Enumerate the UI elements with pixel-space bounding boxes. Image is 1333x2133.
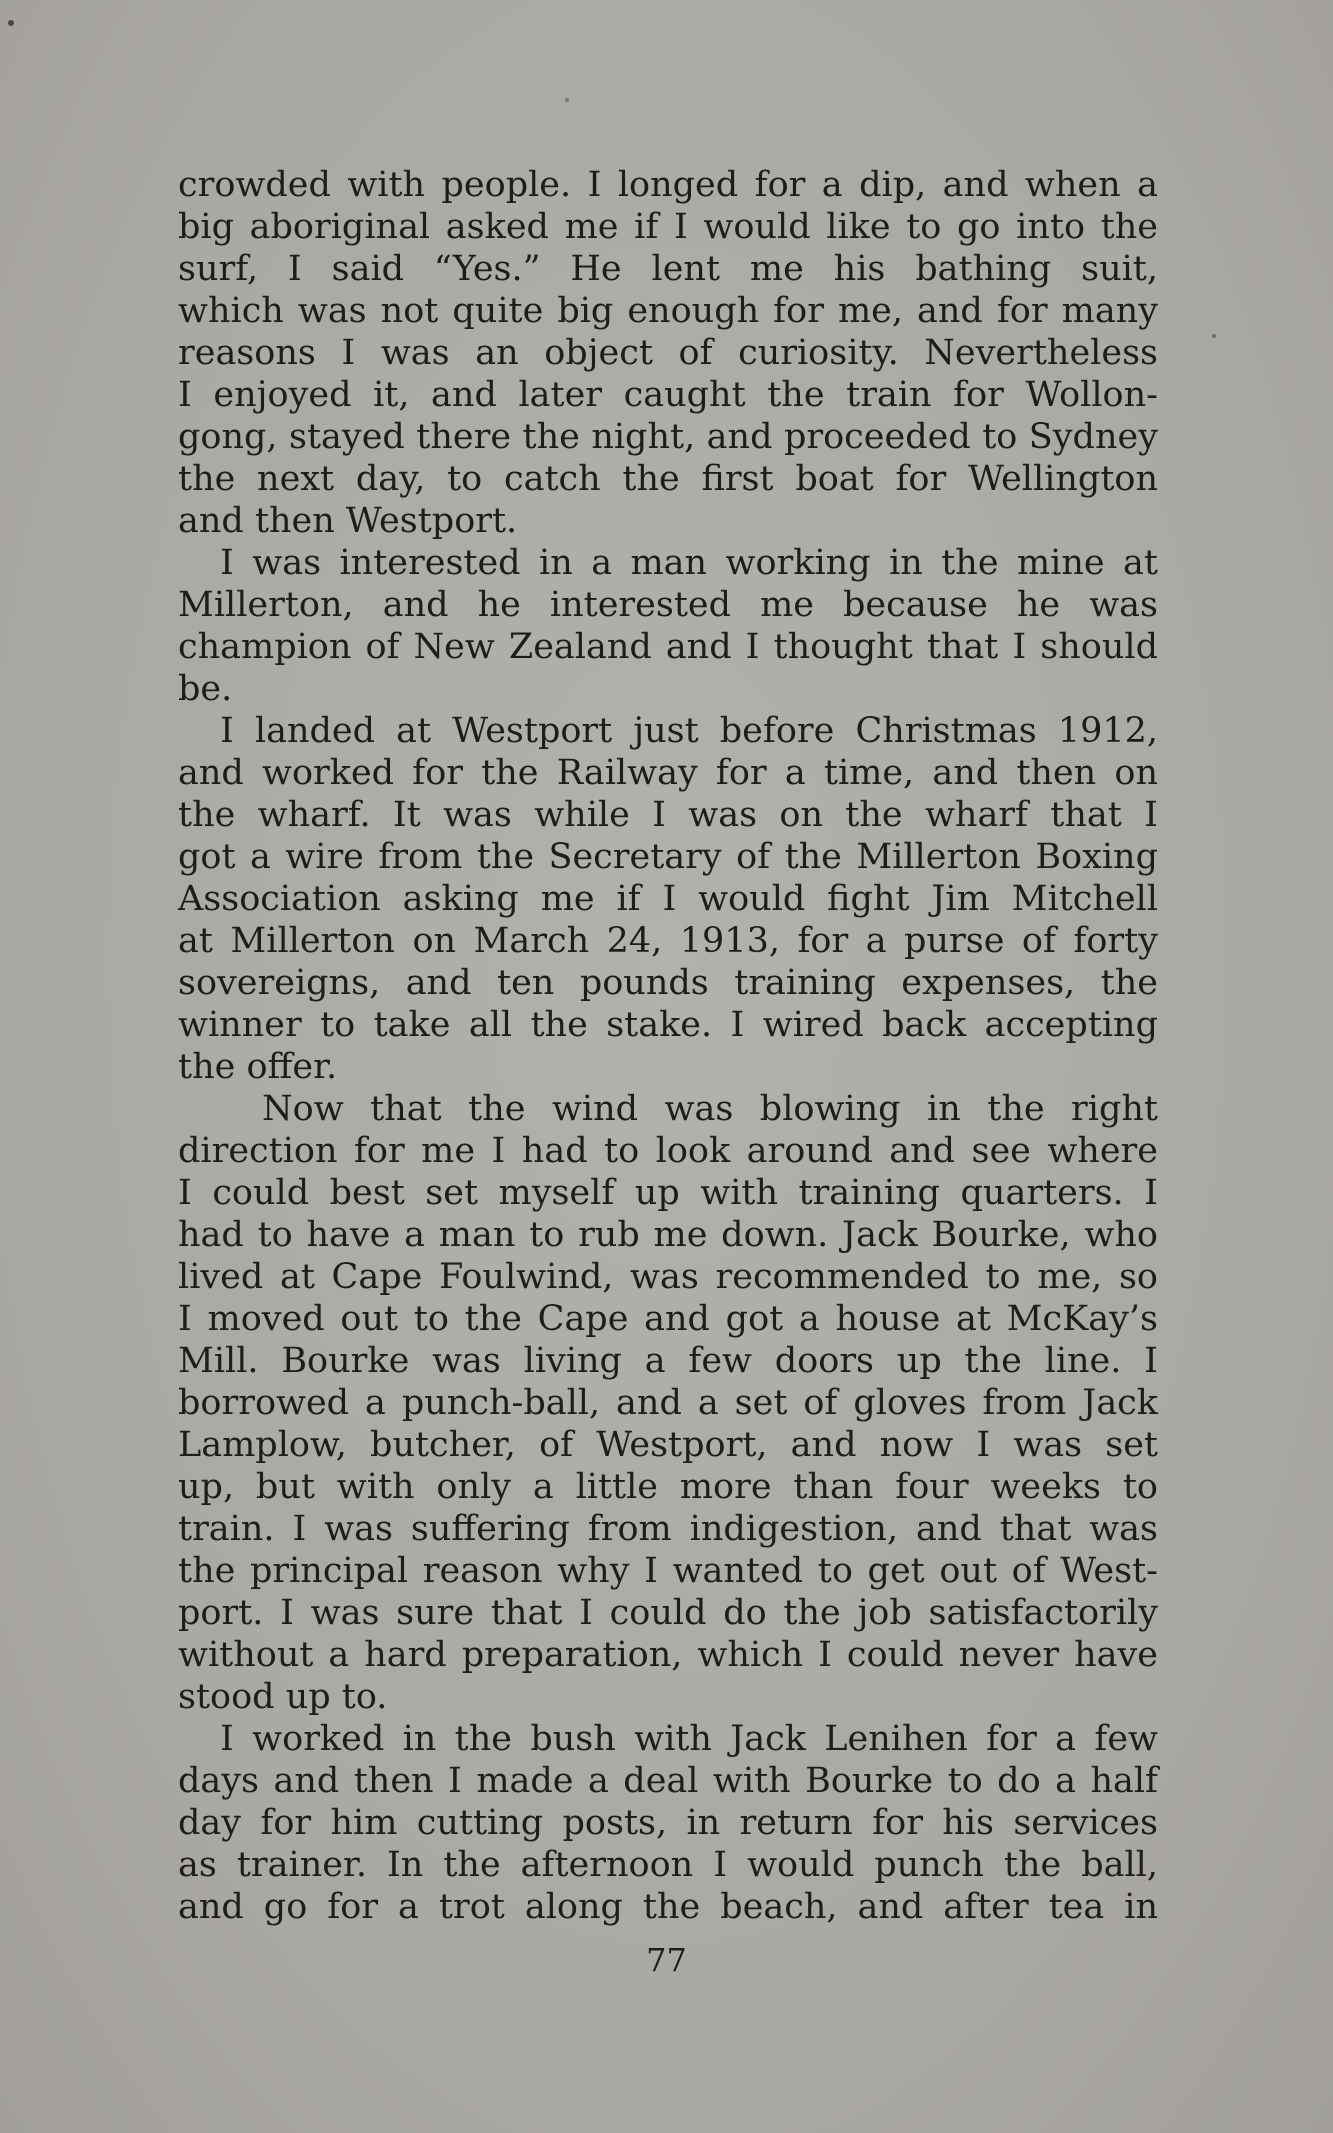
text-line: the principal reason why I wanted to get out of West-: [178, 1551, 1158, 1591]
text-line: be.: [178, 669, 233, 709]
text-line: and go for a trot along the beach, and after tea in: [178, 1887, 1158, 1927]
text-line: direction for me I had to look around and see where: [178, 1131, 1158, 1171]
text-line: as trainer. In the afternoon I would punch the ball,: [178, 1845, 1158, 1885]
text-line: reasons I was an object of curiosity. Nevertheless: [178, 333, 1158, 373]
text-line: got a wire from the Secretary of the Millerton Boxing: [178, 837, 1158, 877]
text-line: port. I was sure that I could do the job satisfactorily: [178, 1593, 1158, 1633]
text-line: Now that the wind was blowing in the right: [262, 1089, 1158, 1129]
text-line: big aboriginal asked me if I would like to go into the: [178, 207, 1158, 247]
page-number: 77: [646, 1941, 687, 1979]
text-line: I enjoyed it, and later caught the train for Wollon-: [178, 375, 1158, 415]
text-line: crowded with people. I longed for a dip, and when a: [178, 165, 1158, 205]
text-line: days and then I made a deal with Bourke to do a half: [178, 1761, 1158, 1801]
text-line: I was interested in a man working in the mine at: [220, 543, 1158, 583]
text-line: I worked in the bush with Jack Lenihen for a few: [220, 1719, 1158, 1759]
text-line: Mill. Bourke was living a few doors up the line. I: [178, 1341, 1158, 1381]
body-text: [178, 164, 1158, 1928]
paper-speck: [565, 98, 569, 102]
text-line: and worked for the Railway for a time, and then on: [178, 753, 1158, 793]
text-line: the offer.: [178, 1047, 338, 1087]
text-line: without a hard preparation, which I could never have: [178, 1635, 1158, 1675]
text-line: the next day, to catch the first boat for Wellington: [178, 459, 1158, 499]
text-line: up, but with only a little more than four weeks to: [178, 1467, 1158, 1507]
text-line: day for him cutting posts, in return for his services: [178, 1803, 1158, 1843]
text-line: Association asking me if I would fight Jim Mitchell: [178, 879, 1158, 919]
text-line: lived at Cape Foulwind, was recommended to me, so: [178, 1257, 1158, 1297]
text-line: at Millerton on March 24, 1913, for a purse of forty: [178, 921, 1158, 961]
text-line: had to have a man to rub me down. Jack Bourke, who: [178, 1215, 1158, 1255]
paper-speck: [1212, 334, 1216, 338]
paper-speck: [8, 20, 14, 26]
text-line: winner to take all the stake. I wired back accepting: [178, 1005, 1158, 1045]
text-line: which was not quite big enough for me, and for many: [178, 291, 1158, 331]
text-line: Millerton, and he interested me because he was: [178, 585, 1158, 625]
text-line: borrowed a punch-ball, and a set of gloves from Jack: [178, 1383, 1158, 1423]
text-line: Lamplow, butcher, of Westport, and now I was set: [178, 1425, 1158, 1465]
text-line: gong, stayed there the night, and proceeded to Sydney: [178, 417, 1158, 457]
text-line: I landed at Westport just before Christmas 1912,: [220, 711, 1158, 751]
text-line: I could best set myself up with training quarters. I: [178, 1173, 1158, 1213]
text-line: the wharf. It was while I was on the wharf that I: [178, 795, 1158, 835]
text-line: champion of New Zealand and I thought that I should: [178, 627, 1158, 667]
text-line: stood up to.: [178, 1677, 388, 1717]
text-line: train. I was suffering from indigestion, and that was: [178, 1509, 1158, 1549]
text-line: surf, I said “Yes.” He lent me his bathing suit,: [178, 249, 1158, 289]
text-line: I moved out to the Cape and got a house at McKay’s: [178, 1299, 1158, 1339]
text-line: sovereigns, and ten pounds training expenses, the: [178, 963, 1158, 1003]
text-line: and then Westport.: [178, 501, 518, 541]
